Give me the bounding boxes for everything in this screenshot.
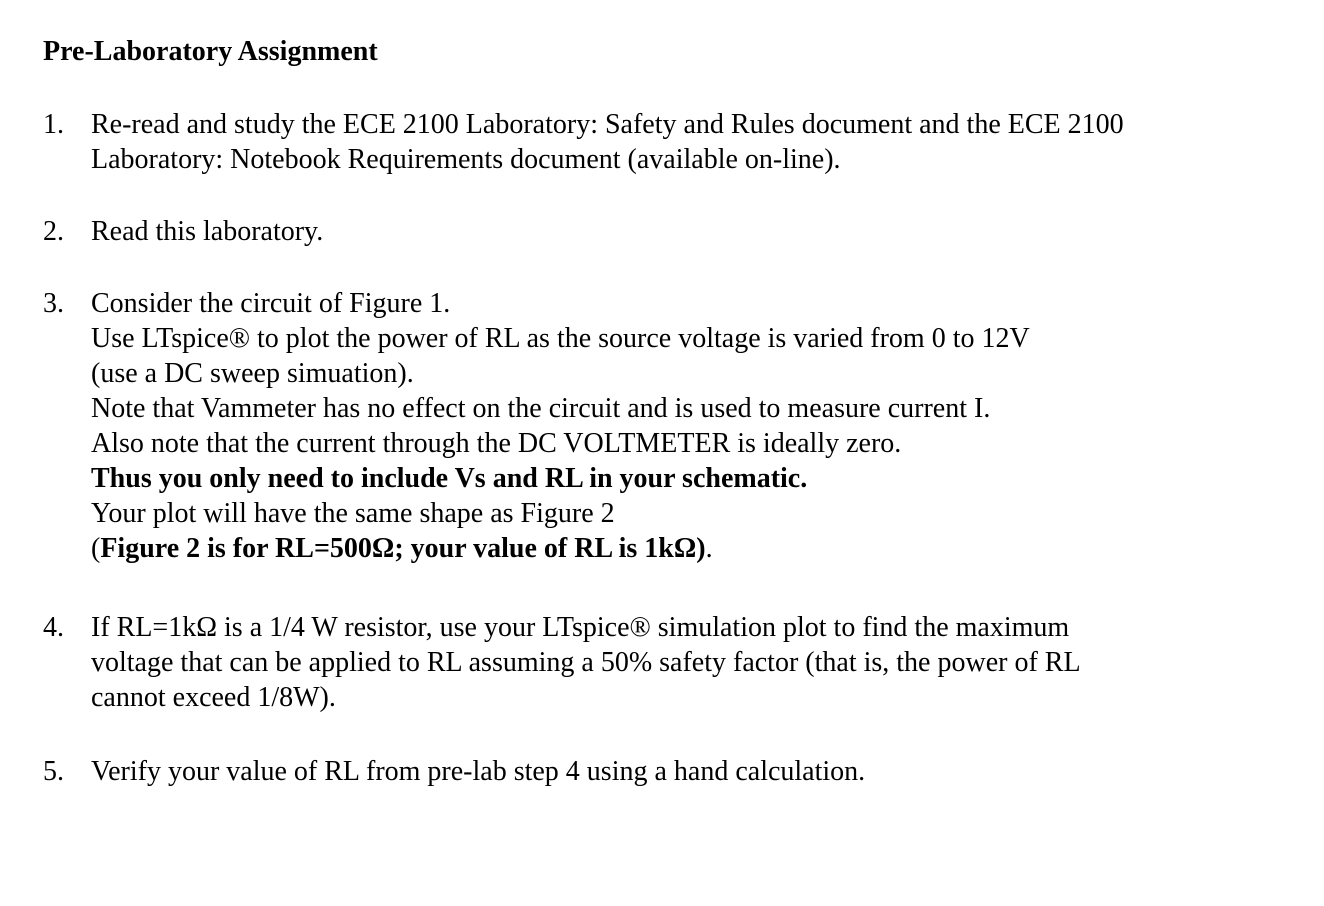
- list-item-text: [91, 610, 1293, 715]
- list-number: 1.: [43, 109, 64, 140]
- mixed-emphasis-line: [91, 531, 1293, 566]
- text-line: Laboratory: Notebook Requirements document (available on-line).: [91, 144, 841, 175]
- text-line: Verify your value of RL from pre-lab step 4 using a hand calculation.: [91, 756, 866, 787]
- list-item-text: [91, 107, 1293, 177]
- text-line: cannot exceed 1/8W).: [91, 682, 336, 713]
- list-number: 5.: [43, 756, 64, 787]
- section-heading: Pre-Laboratory Assignment: [43, 36, 378, 67]
- list-item-text: [91, 286, 1293, 566]
- paren-open: (: [91, 533, 101, 564]
- bold-instruction-line: Thus you only need to include Vs and RL in your schematic.: [91, 463, 808, 494]
- text-line: If RL=1kΩ is a 1/4 W resistor, use your LTspice® simulation plot to find the maximum: [91, 612, 1070, 643]
- list-item-text: [91, 214, 1293, 249]
- list-number: 2.: [43, 216, 64, 247]
- text-line: Note that Vammeter has no effect on the circuit and is used to measure current I.: [91, 393, 991, 424]
- list-number: 4.: [43, 612, 64, 643]
- text-line: (use a DC sweep simuation).: [91, 358, 414, 389]
- text-line: voltage that can be applied to RL assuming a 50% safety factor (that is, the power of RL: [91, 647, 1081, 678]
- list-item-1: [43, 107, 1293, 177]
- list-item-3: [43, 286, 1293, 566]
- text-line: Read this laboratory.: [91, 216, 324, 247]
- list-number: 3.: [43, 288, 64, 319]
- text-line: Re-read and study the ECE 2100 Laboratory: Safety and Rules document and the ECE 2100: [91, 109, 1124, 140]
- sentence-end: .: [705, 533, 713, 564]
- bold-figure-note: Figure 2 is for RL=500Ω; your value of RL is 1kΩ): [100, 533, 706, 564]
- text-line: Consider the circuit of Figure 1.: [91, 288, 451, 319]
- text-line: Use LTspice® to plot the power of RL as the source voltage is varied from 0 to 12V: [91, 323, 1030, 354]
- text-line: Also note that the current through the DC VOLTMETER is ideally zero.: [91, 428, 902, 459]
- list-item-4: [43, 610, 1293, 715]
- list-item-5: [43, 754, 1293, 789]
- text-line: Your plot will have the same shape as Figure 2: [91, 498, 615, 529]
- list-item-text: [91, 754, 1293, 789]
- list-item-2: [43, 214, 1293, 249]
